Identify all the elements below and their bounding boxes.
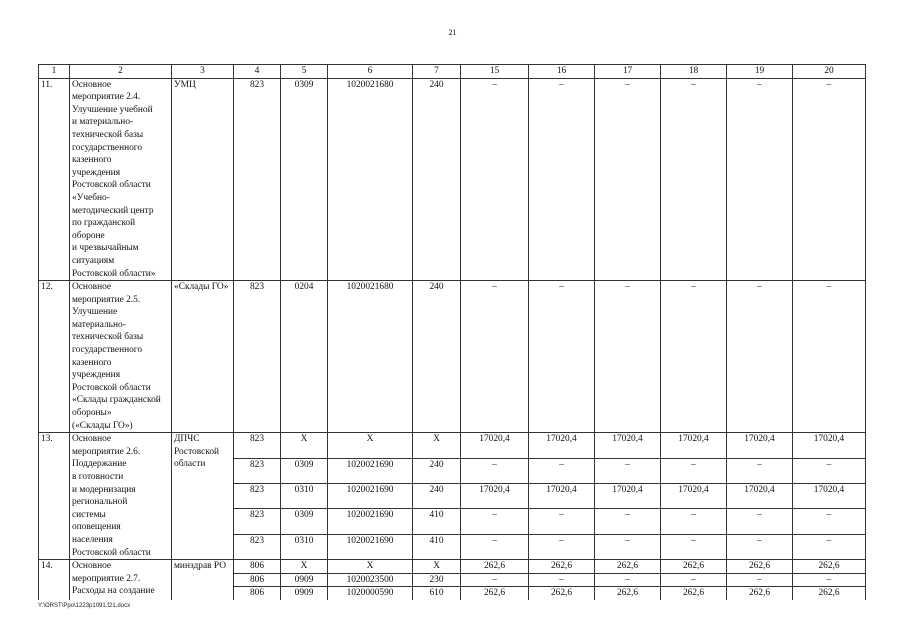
expense-type-code: 230 — [413, 573, 461, 587]
measure-name-line: в готовности — [72, 472, 124, 482]
value-col-19: 17020,4 — [727, 483, 793, 508]
row-number: 13. — [39, 433, 70, 560]
measure-name-line: «Склады гражданской — [72, 395, 161, 406]
section-code: 0310 — [281, 534, 328, 559]
section-code: 0204 — [281, 281, 328, 433]
executor — [172, 560, 234, 600]
value-col-20: – — [793, 78, 866, 281]
value-col-15: 262,6 — [461, 587, 529, 600]
value-col-15: 262,6 — [461, 560, 529, 574]
value-col-17: 262,6 — [595, 587, 661, 600]
measure-name-line: населения — [72, 534, 113, 545]
target-article-code: Х — [328, 560, 413, 574]
table-header-row — [39, 65, 866, 79]
value-col-20: – — [793, 281, 866, 433]
measure-name-line: методический центр — [72, 205, 154, 216]
value-col-19: – — [727, 78, 793, 281]
measure-name-line: технической базы — [72, 332, 144, 343]
value-col-18: 262,6 — [661, 587, 727, 600]
value-col-20: 262,6 — [793, 560, 866, 574]
measure-name-line: Улучшение учебной — [72, 104, 153, 115]
grbs-code: 823 — [234, 78, 281, 281]
measure-name-line: государственного — [72, 142, 143, 153]
value-col-18: – — [661, 458, 727, 483]
file-path-footer: Y:\ORST\Ppo\1223p1091.f21.docx — [38, 603, 131, 609]
measure-name-line: Основное — [72, 434, 112, 445]
value-col-15: – — [461, 78, 529, 281]
executor — [172, 78, 234, 281]
section-code: Х — [281, 560, 328, 574]
column-header-17: 17 — [595, 65, 661, 79]
expense-type-code: Х — [413, 560, 461, 574]
column-header-16: 16 — [529, 65, 595, 79]
measure-name-line: казенного — [72, 357, 112, 368]
executor — [172, 281, 234, 433]
measure-name-line: Основное — [72, 561, 112, 572]
measure-name-line: материально- — [72, 319, 126, 330]
measure-name-line: учреждения — [72, 370, 121, 381]
value-col-15: – — [461, 509, 529, 534]
grbs-code: 806 — [234, 560, 281, 574]
expense-type-code: 410 — [413, 509, 461, 534]
measure-name — [70, 281, 172, 433]
expense-type-code: 240 — [413, 483, 461, 508]
expense-type-code: 240 — [413, 281, 461, 433]
measure-name — [70, 433, 172, 560]
row-number: 14. — [39, 560, 70, 600]
executor-line: Ростовской — [174, 446, 220, 457]
target-article-code: 1020021690 — [328, 534, 413, 559]
measure-name-line: «Учебно- — [72, 192, 110, 203]
executor-line: области — [174, 459, 206, 470]
value-col-16: 17020,4 — [529, 483, 595, 508]
column-header-19: 19 — [727, 65, 793, 79]
section-code: 0909 — [281, 587, 328, 600]
target-article-code: 1020023500 — [328, 573, 413, 587]
value-col-15: – — [461, 573, 529, 587]
measure-name-line: технической базы — [72, 129, 144, 140]
measure-name-line: по гражданской — [72, 218, 136, 229]
row-number: 12. — [39, 281, 70, 433]
value-col-17: 17020,4 — [595, 483, 661, 508]
value-col-19: – — [727, 281, 793, 433]
grbs-code: 823 — [234, 458, 281, 483]
expense-type-code: 240 — [413, 78, 461, 281]
column-header-5: 5 — [281, 65, 328, 79]
section-code: Х — [281, 433, 328, 458]
measure-name-line: и чрезвычайным — [72, 243, 139, 254]
target-article-code: 1020021690 — [328, 509, 413, 534]
value-col-16: – — [529, 509, 595, 534]
value-col-20: 17020,4 — [793, 483, 866, 508]
grbs-code: 823 — [234, 509, 281, 534]
value-col-15: – — [461, 458, 529, 483]
page-number: 21 — [448, 28, 457, 37]
measure-name-line: учреждения — [72, 167, 121, 178]
value-col-16: – — [529, 573, 595, 587]
measure-name-line: обороны» — [72, 408, 112, 419]
value-col-15: 17020,4 — [461, 433, 529, 458]
column-header-3: 3 — [172, 65, 234, 79]
value-col-19: 17020,4 — [727, 433, 793, 458]
value-col-16: – — [529, 458, 595, 483]
measure-name-line: казенного — [72, 155, 112, 166]
measure-name-line: Ростовской области — [72, 382, 151, 393]
value-col-19: 262,6 — [727, 560, 793, 574]
value-col-20: 17020,4 — [793, 433, 866, 458]
measure-name-line: («Склады ГО») — [72, 420, 133, 431]
value-col-19: – — [727, 573, 793, 587]
target-article-code: 1020021680 — [328, 281, 413, 433]
target-article-code: 1020000590 — [328, 587, 413, 600]
value-col-16: – — [529, 281, 595, 433]
value-col-17: – — [595, 78, 661, 281]
grbs-code: 823 — [234, 433, 281, 458]
section-code: 0310 — [281, 483, 328, 508]
value-col-18: – — [661, 534, 727, 559]
value-col-20: – — [793, 534, 866, 559]
executor-line: минздрав РО — [174, 561, 226, 572]
value-col-19: – — [727, 458, 793, 483]
grbs-code: 806 — [234, 573, 281, 587]
measure-name-line: государственного — [72, 345, 143, 356]
value-col-17: – — [595, 573, 661, 587]
value-col-15: – — [461, 534, 529, 559]
measure-name-line: Улучшение — [72, 307, 118, 318]
measure-name-line: мероприятие 2.6. — [72, 446, 141, 457]
value-col-18: 262,6 — [661, 560, 727, 574]
measure-name-line: и модернизация — [72, 484, 136, 495]
value-col-17: – — [595, 281, 661, 433]
column-header-7: 7 — [413, 65, 461, 79]
grbs-code: 823 — [234, 281, 281, 433]
value-col-16: – — [529, 78, 595, 281]
value-col-20: 262,6 — [793, 587, 866, 600]
column-header-4: 4 — [234, 65, 281, 79]
measure-name-line: Ростовской области — [72, 180, 151, 191]
measure-name-line: Основное — [72, 79, 112, 90]
column-header-2: 2 — [70, 65, 172, 79]
executor — [172, 433, 234, 560]
expense-type-code: 410 — [413, 534, 461, 559]
measure-name-line: Ростовской области — [72, 547, 151, 558]
value-col-18: – — [661, 573, 727, 587]
row-number: 11. — [39, 78, 70, 281]
value-col-18: – — [661, 509, 727, 534]
column-header-1: 1 — [39, 65, 70, 79]
column-header-18: 18 — [661, 65, 727, 79]
measure-name-line: региональной — [72, 497, 128, 508]
measure-name-line: мероприятие 2.5. — [72, 294, 141, 305]
grbs-code: 806 — [234, 587, 281, 600]
value-col-16: 262,6 — [529, 587, 595, 600]
value-col-17: – — [595, 534, 661, 559]
expense-type-code: 240 — [413, 458, 461, 483]
value-col-15: 17020,4 — [461, 483, 529, 508]
measure-name-line: мероприятие 2.7. — [72, 573, 141, 584]
section-code: 0909 — [281, 573, 328, 587]
section-code: 0309 — [281, 509, 328, 534]
column-header-6: 6 — [328, 65, 413, 79]
value-col-20: – — [793, 509, 866, 534]
value-col-19: – — [727, 509, 793, 534]
value-col-18: 17020,4 — [661, 483, 727, 508]
value-col-18: – — [661, 281, 727, 433]
section-code: 0309 — [281, 78, 328, 281]
value-col-16: – — [529, 534, 595, 559]
value-col-20: – — [793, 573, 866, 587]
section-code: 0309 — [281, 458, 328, 483]
measure-name-line: мероприятие 2.4. — [72, 92, 141, 103]
table-row — [39, 433, 866, 458]
table-row — [39, 281, 866, 433]
target-article-code: 1020021690 — [328, 458, 413, 483]
measure-name-line: и материально- — [72, 117, 134, 128]
value-col-17: – — [595, 458, 661, 483]
table-row — [39, 78, 866, 281]
measure-name — [70, 78, 172, 281]
column-header-15: 15 — [461, 65, 529, 79]
value-col-15: – — [461, 281, 529, 433]
value-col-19: – — [727, 534, 793, 559]
executor-line: ДПЧС — [174, 434, 200, 445]
measure-name-line: ситуациям — [72, 255, 115, 266]
value-col-19: 262,6 — [727, 587, 793, 600]
value-col-16: 262,6 — [529, 560, 595, 574]
measure-name — [70, 560, 172, 600]
executor-line: «Склады ГО» — [174, 282, 229, 293]
target-article-code: 1020021690 — [328, 483, 413, 508]
target-article-code: Х — [328, 433, 413, 458]
budget-table — [38, 64, 866, 600]
measure-name-line: обороне — [72, 230, 105, 241]
column-header-20: 20 — [793, 65, 866, 79]
value-col-17: – — [595, 509, 661, 534]
value-col-18: – — [661, 78, 727, 281]
measure-name-line: Расходы на создание — [72, 586, 155, 597]
measure-name-line: системы — [72, 509, 106, 520]
value-col-18: 17020,4 — [661, 433, 727, 458]
value-col-17: 262,6 — [595, 560, 661, 574]
executor-line: УМЦ — [174, 79, 196, 90]
expense-type-code: 610 — [413, 587, 461, 600]
measure-name-line: оповещения — [72, 522, 121, 533]
grbs-code: 823 — [234, 483, 281, 508]
measure-name-line: Ростовской области» — [72, 268, 156, 279]
grbs-code: 823 — [234, 534, 281, 559]
target-article-code: 1020021680 — [328, 78, 413, 281]
measure-name-line: Поддержание — [72, 459, 127, 470]
value-col-20: – — [793, 458, 866, 483]
measure-name-line: Основное — [72, 282, 112, 293]
expense-type-code: Х — [413, 433, 461, 458]
table-row — [39, 560, 866, 574]
value-col-16: 17020,4 — [529, 433, 595, 458]
value-col-17: 17020,4 — [595, 433, 661, 458]
